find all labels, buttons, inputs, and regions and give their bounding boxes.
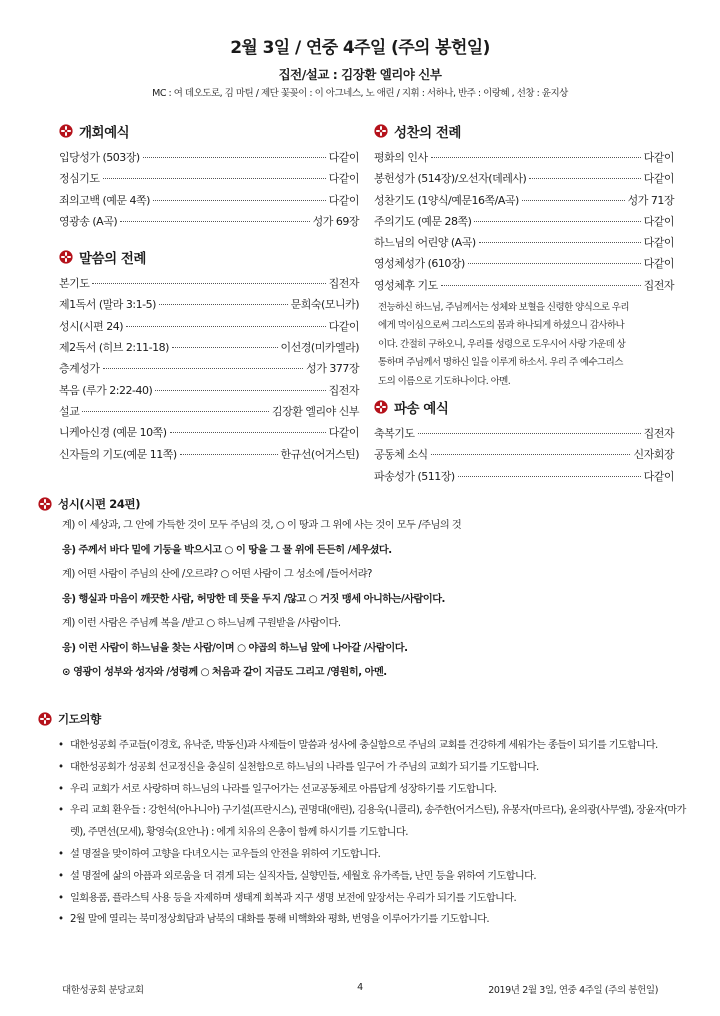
dot-leader (479, 242, 641, 243)
service-row (59, 213, 359, 234)
service-item-performer: 다같이 (328, 151, 359, 164)
psalm-response: 응) 행실과 마음이 깨끗한 사람, 허망한 데 뜻을 두지 /않고 ○ 거짓 맹세 아니하는/사람이다. (62, 593, 445, 605)
footer-church-name: 대한성공회 분당교회 (62, 985, 144, 996)
psalm-section (38, 494, 698, 686)
service-row (59, 339, 359, 360)
cross-circle-icon (38, 712, 52, 726)
service-item-performer: 집전자 (643, 427, 674, 441)
dot-leader (172, 347, 278, 348)
service-row (59, 403, 359, 424)
service-item-performer: 집전자 (643, 278, 674, 292)
prayer-line: 이다. 간절히 구하오니, 우리를 성령으로 도우시어 사랑 가운데 상 (378, 338, 626, 350)
service-item-performer: 김장환 엘리야 신부 (271, 404, 359, 418)
list-item: • 설 명절을 맞이하여 고향을 다녀오시는 교우들의 안전을 위하여 기도합니다. (58, 844, 698, 866)
dot-leader (529, 178, 640, 179)
dot-leader (418, 433, 641, 434)
service-item-label: 영성체후 기도 (374, 278, 438, 292)
list-item: • 대한성공회 주교들(이경호, 유낙준, 박동신)과 사제들이 말씀과 성사에 충실함으로 주님의 교회를 건강하게 세워가는 종들이 되기를 기도합니다. (58, 735, 698, 757)
service-item-label: 성시(시편 24) (59, 319, 124, 333)
service-item-performer: 다같이 (328, 172, 359, 186)
service-row (374, 446, 674, 467)
dot-leader (431, 454, 631, 455)
service-row (374, 255, 674, 276)
right-column (374, 119, 674, 489)
dot-leader (159, 304, 288, 305)
prayer-line: 통하며 주님께서 명하신 일을 이루게 하소서. 우리 주 예수그리스 (378, 357, 623, 369)
dot-leader (180, 454, 278, 455)
prayer-line: 에게 먹이심으로써 그리스도의 몸과 하나되게 하셨으니 감사하나 (378, 320, 625, 332)
page-title: 2월 3일 / 연중 4주일 (주의 봉헌일) (230, 38, 490, 58)
service-item-performer: 다같이 (643, 469, 674, 483)
service-item-label: 영광송 (A곡) (59, 214, 118, 228)
service-item-label: 성찬기도 (1양식/예문16쪽/A곡) (374, 193, 519, 207)
list-item: • 일회용품, 플라스틱 사용 등을 자제하며 생태계 회복과 지구 생명 보전에 앞장서는 우리가 되기를 기도합니다. (58, 888, 698, 910)
service-row (59, 424, 359, 445)
dot-leader (468, 263, 641, 264)
service-item-label: 평화의 인사 (374, 151, 428, 164)
service-item-label: 축복기도 (374, 427, 415, 441)
section-title: 개회예식 (79, 125, 130, 141)
prayer-line: 전능하신 하느님, 주님께서는 성체와 보혈을 신령한 양식으로 우리 (378, 302, 629, 314)
dot-leader (474, 221, 640, 222)
eucharist-list (374, 149, 674, 298)
page-number: 4 (357, 982, 363, 993)
service-item-performer: 성가 71장 (627, 193, 674, 207)
list-item: • 대한성공회가 성공회 선교정신을 충실히 실천함으로 하느님의 나라를 일구어 가 주님의 교회가 되기를 기도합니다. (58, 757, 698, 779)
section-title: 성찬의 전례 (394, 125, 461, 141)
service-item-performer: 신자회장 (633, 448, 674, 462)
service-row (374, 149, 674, 170)
psalm-response: 응) 주께서 바다 밑에 기둥을 박으시고 ○ 이 땅을 그 물 위에 든든히 /세우셨다. (62, 544, 392, 556)
dot-leader (431, 157, 641, 158)
service-item-label: 복음 (루가 2:22-40) (59, 383, 153, 397)
dot-leader (143, 157, 326, 158)
section-title: 기도의향 (58, 712, 101, 726)
section-header-intentions (38, 709, 698, 729)
service-row (374, 468, 674, 489)
cross-circle-icon (59, 250, 73, 264)
service-row (59, 275, 359, 296)
service-row (374, 277, 674, 298)
footer-date: 2019년 2월 3일, 연중 4주일 (주의 봉헌일) (488, 985, 659, 996)
service-item-performer: 문희숙(모니카) (290, 298, 359, 312)
dot-leader (155, 390, 325, 391)
service-row (59, 446, 359, 467)
service-row (59, 318, 359, 339)
psalm-verse: 계) 어떤 사람이 주님의 산에 /오르랴? ○ 어떤 사람이 그 성소에 /들어서랴? (62, 569, 372, 580)
service-item-performer: 다같이 (328, 319, 359, 333)
service-item-performer: 이선경(미카엘라) (280, 341, 359, 355)
service-item-label: 정심기도 (59, 172, 100, 186)
intentions-list (38, 735, 698, 931)
service-item-label: 봉헌성가 (514장)/오선자(데레사) (374, 172, 527, 186)
service-row (59, 149, 359, 170)
staff-line: MC : 여 데오도로, 김 마틴 / 제단 꽃꽂이 : 이 아그네스, 노 애린 / 지휘 : 서하나, 반주 : 이랑혜 , 선창 : 윤지상 (152, 88, 568, 99)
service-item-label: 신자들의 기도(예문 11쪽) (59, 447, 177, 461)
service-item-label: 제1독서 (말라 3:1-5) (59, 298, 156, 312)
psalm-response: 응) 이런 사람이 하느님을 찾는 사람/이며 ○ 야곱의 하느님 앞에 나아갈 /사람이다. (62, 642, 408, 654)
section-header-dismissal (374, 395, 674, 419)
prayer-intentions-section (38, 709, 698, 931)
list-item: • 우리 교회가 서로 사랑하며 하느님의 나라를 일구어가는 선교공동체로 아름답게 성장하기를 기도합니다. (58, 779, 698, 801)
dot-leader (120, 221, 310, 222)
service-item-label: 니케아신경 (예문 10쪽) (59, 426, 167, 440)
service-item-label: 입당성가 (503장) (59, 151, 140, 164)
service-item-label: 주의기도 (예문 28쪽) (374, 214, 472, 228)
service-item-label: 죄의고백 (예문 4쪽) (59, 193, 150, 207)
service-item-performer: 다같이 (643, 257, 674, 271)
psalm-doxology: ⊙ 영광이 성부와 성자와 /성령께 ○ 처음과 같이 지금도 그리고 /영원히, 아멘. (62, 667, 387, 678)
service-item-label: 하느님의 어린양 (A곡) (374, 236, 476, 250)
psalm-verse: 계) 이런 사람은 주님께 복을 /받고 ○ 하느님께 구원받을 /사람이다. (62, 618, 341, 629)
section-header-eucharist (374, 119, 674, 143)
word-list (59, 275, 359, 467)
service-row (59, 192, 359, 213)
service-item-label: 영성체성가 (610장) (374, 257, 465, 271)
service-row (374, 213, 674, 234)
service-item-label: 파송성가 (511장) (374, 469, 455, 483)
dot-leader (103, 178, 326, 179)
left-column (59, 119, 359, 467)
dot-leader (126, 326, 326, 327)
service-row (374, 425, 674, 446)
service-item-performer: 다같이 (328, 426, 359, 440)
dot-leader (103, 368, 304, 369)
dismissal-list (374, 425, 674, 489)
service-row (59, 360, 359, 381)
service-item-performer: 다같이 (643, 151, 674, 164)
dot-leader (170, 432, 326, 433)
page-footer (62, 982, 658, 996)
service-item-performer: 집전자 (328, 383, 359, 397)
section-title: 파송 예식 (394, 401, 449, 418)
service-item-performer: 다같이 (643, 236, 674, 250)
list-item: • 설 명절에 삶의 아픔과 외로움을 더 겪게 되는 실직자들, 실향민들, 세월호 유가족들, 난민 등을 위하여 기도합니다. (58, 866, 698, 888)
service-item-performer: 성가 377장 (306, 362, 359, 376)
dot-leader (441, 285, 641, 286)
cross-circle-icon (59, 124, 73, 138)
cross-circle-icon (374, 124, 388, 138)
service-item-label: 제2독서 (히브 2:11-18) (59, 341, 169, 355)
postcommunion-prayer (374, 299, 674, 391)
service-item-performer: 다같이 (328, 193, 359, 207)
service-item-performer: 한규선(어거스틴) (280, 447, 359, 461)
dot-leader (153, 200, 326, 201)
psalm-verse: 계) 이 세상과, 그 안에 가득한 것이 모두 주님의 것, ○ 이 땅과 그 위에 사는 것이 모두 /주님의 것 (62, 520, 462, 531)
service-row (59, 382, 359, 403)
service-item-performer: 집전자 (328, 277, 359, 291)
cross-circle-icon (38, 497, 52, 511)
service-item-label: 본기도 (59, 277, 90, 291)
dot-leader (458, 476, 641, 477)
service-item-performer: 성가 69장 (312, 214, 359, 228)
list-item: • 2월 말에 열리는 북미정상회담과 남북의 대화를 통해 비핵화와 평화, 번영을 이루어가기를 기도합니다. (58, 909, 698, 931)
section-title: 성시(시편 24편) (58, 497, 141, 511)
service-row (374, 234, 674, 255)
service-item-performer: 다같이 (643, 214, 674, 228)
service-row (59, 296, 359, 317)
dot-leader (522, 200, 625, 201)
opening-list (59, 149, 359, 234)
service-row (374, 192, 674, 213)
dot-leader (92, 283, 325, 284)
cross-circle-icon (374, 400, 388, 414)
section-header-opening (59, 119, 359, 143)
service-row (374, 170, 674, 191)
service-item-label: 공동체 소식 (374, 448, 428, 462)
list-item: • 우리 교회 환우들 : 강헌석(아나니아) 구기설(프란시스), 권명대(애린), 김용욱(니콜리), 송주한(어거스틴), 유봉자(마르다), 윤의광(사무엘), 장윤자(마가렛), 주면선(모세), 황영숙(요안나) : 에게 치유의 은총이 함께 하시기를 기도합니다. (58, 800, 698, 844)
service-item-performer: 다같이 (643, 172, 674, 186)
dot-leader (82, 411, 269, 412)
service-row (59, 170, 359, 191)
service-item-label: 설교 (59, 404, 80, 418)
celebrant-line: 집전/설교 : 김장환 엘리야 신부 (278, 67, 442, 82)
prayer-line: 도의 이름으로 기도하나이다. 아멘. (378, 375, 511, 387)
section-header-psalm (38, 494, 698, 514)
section-title: 말씀의 전례 (79, 251, 146, 268)
section-header-word (59, 245, 359, 269)
service-item-label: 층계성가 (59, 362, 100, 376)
